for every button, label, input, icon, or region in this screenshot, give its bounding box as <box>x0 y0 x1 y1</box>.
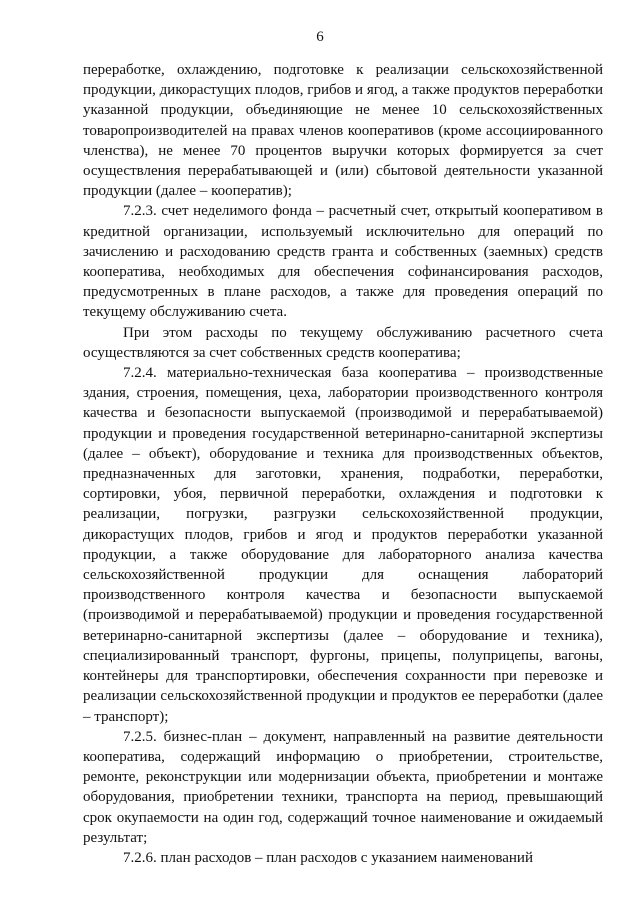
paragraph-7-2-4: 7.2.4. материально-техническая база кооператива – производственные здания, строения, помещения, цеха, лаборатории производственного контроля качества и безопасности выпускаемой (производимой и перерабатываемой) продукции и проведения государственной ветеринарно-санитарной экспертизы (далее – объект), оборудование и техника для производственных объектов, предназначенных для заготовки, хранения, подработки, переработки, сортировки, убоя, первичной переработки, охлаждения и подготовки к реализации, погрузки, разгрузки сельскохозяйственной продукции, дикорастущих плодов, грибов и ягод и продуктов переработки указанной продукции, а также оборудование для лабораторного анализа качества сельскохозяйственной продукции для оснащения лабораторий производственного контроля качества и безопасности выпускаемой (производимой и перерабатываемой) продукции и проведения государственной ветеринарно-санитарной экспертизы (далее – оборудование и техника), специализированный транспорт, фургоны, прицепы, полуприцепы, вагоны, контейнеры для транспортировки, обеспечения сохранности при перевозке и реализации сельскохозяйственной продукции и продуктов ее переработки (далее – транспорт); <box>83 365 603 725</box>
paragraph-continuation: переработке, охлаждению, подготовке к реализации сельскохозяйственной продукции, дикорастущих плодов, грибов и ягод, а также продуктов переработки указанной продукции, объединяющие не менее 10 сельскохозяйственных товаропроизводителей на правах членов кооперативов (кроме ассоциированного членства), не менее 70 процентов выручки которых формируется за счет осуществления перерабатывающей и (или) сбытовой деятельности указанной продукции (далее – кооператив); <box>83 62 603 200</box>
paragraph-7-2-6: 7.2.6. план расходов – план расходов с указанием наименований <box>123 849 533 866</box>
paragraph-7-2-5: 7.2.5. бизнес-план – документ, направленный на развитие деятельности кооператива, содержащий информацию о приобретении, строительстве, ремонте, реконструкции или модернизации объекта, приобретении и монтаже оборудования, приобретении техники, транспорта на период, превышающий срок окупаемости на один год, содержащий точное наименование и ожидаемый результат; <box>83 728 603 846</box>
paragraph-7-2-3: 7.2.3. счет неделимого фонда – расчетный счет, открытый кооперативом в кредитной организации, используемый исключительно для операций по зачислению и расходованию средств гранта и собственных (заемных) средств кооператива, необходимых для обеспечения софинансирования расходов, предусмотренных в плане расходов, а также для проведения операций по текущему обслуживанию счета. <box>83 203 603 321</box>
page-number: 6 <box>316 29 324 45</box>
paragraph-account-expenses-note: При этом расходы по текущему обслуживанию расчетного счета осуществляются за счет собственных средств кооператива; <box>83 324 603 361</box>
document-body <box>83 60 603 868</box>
